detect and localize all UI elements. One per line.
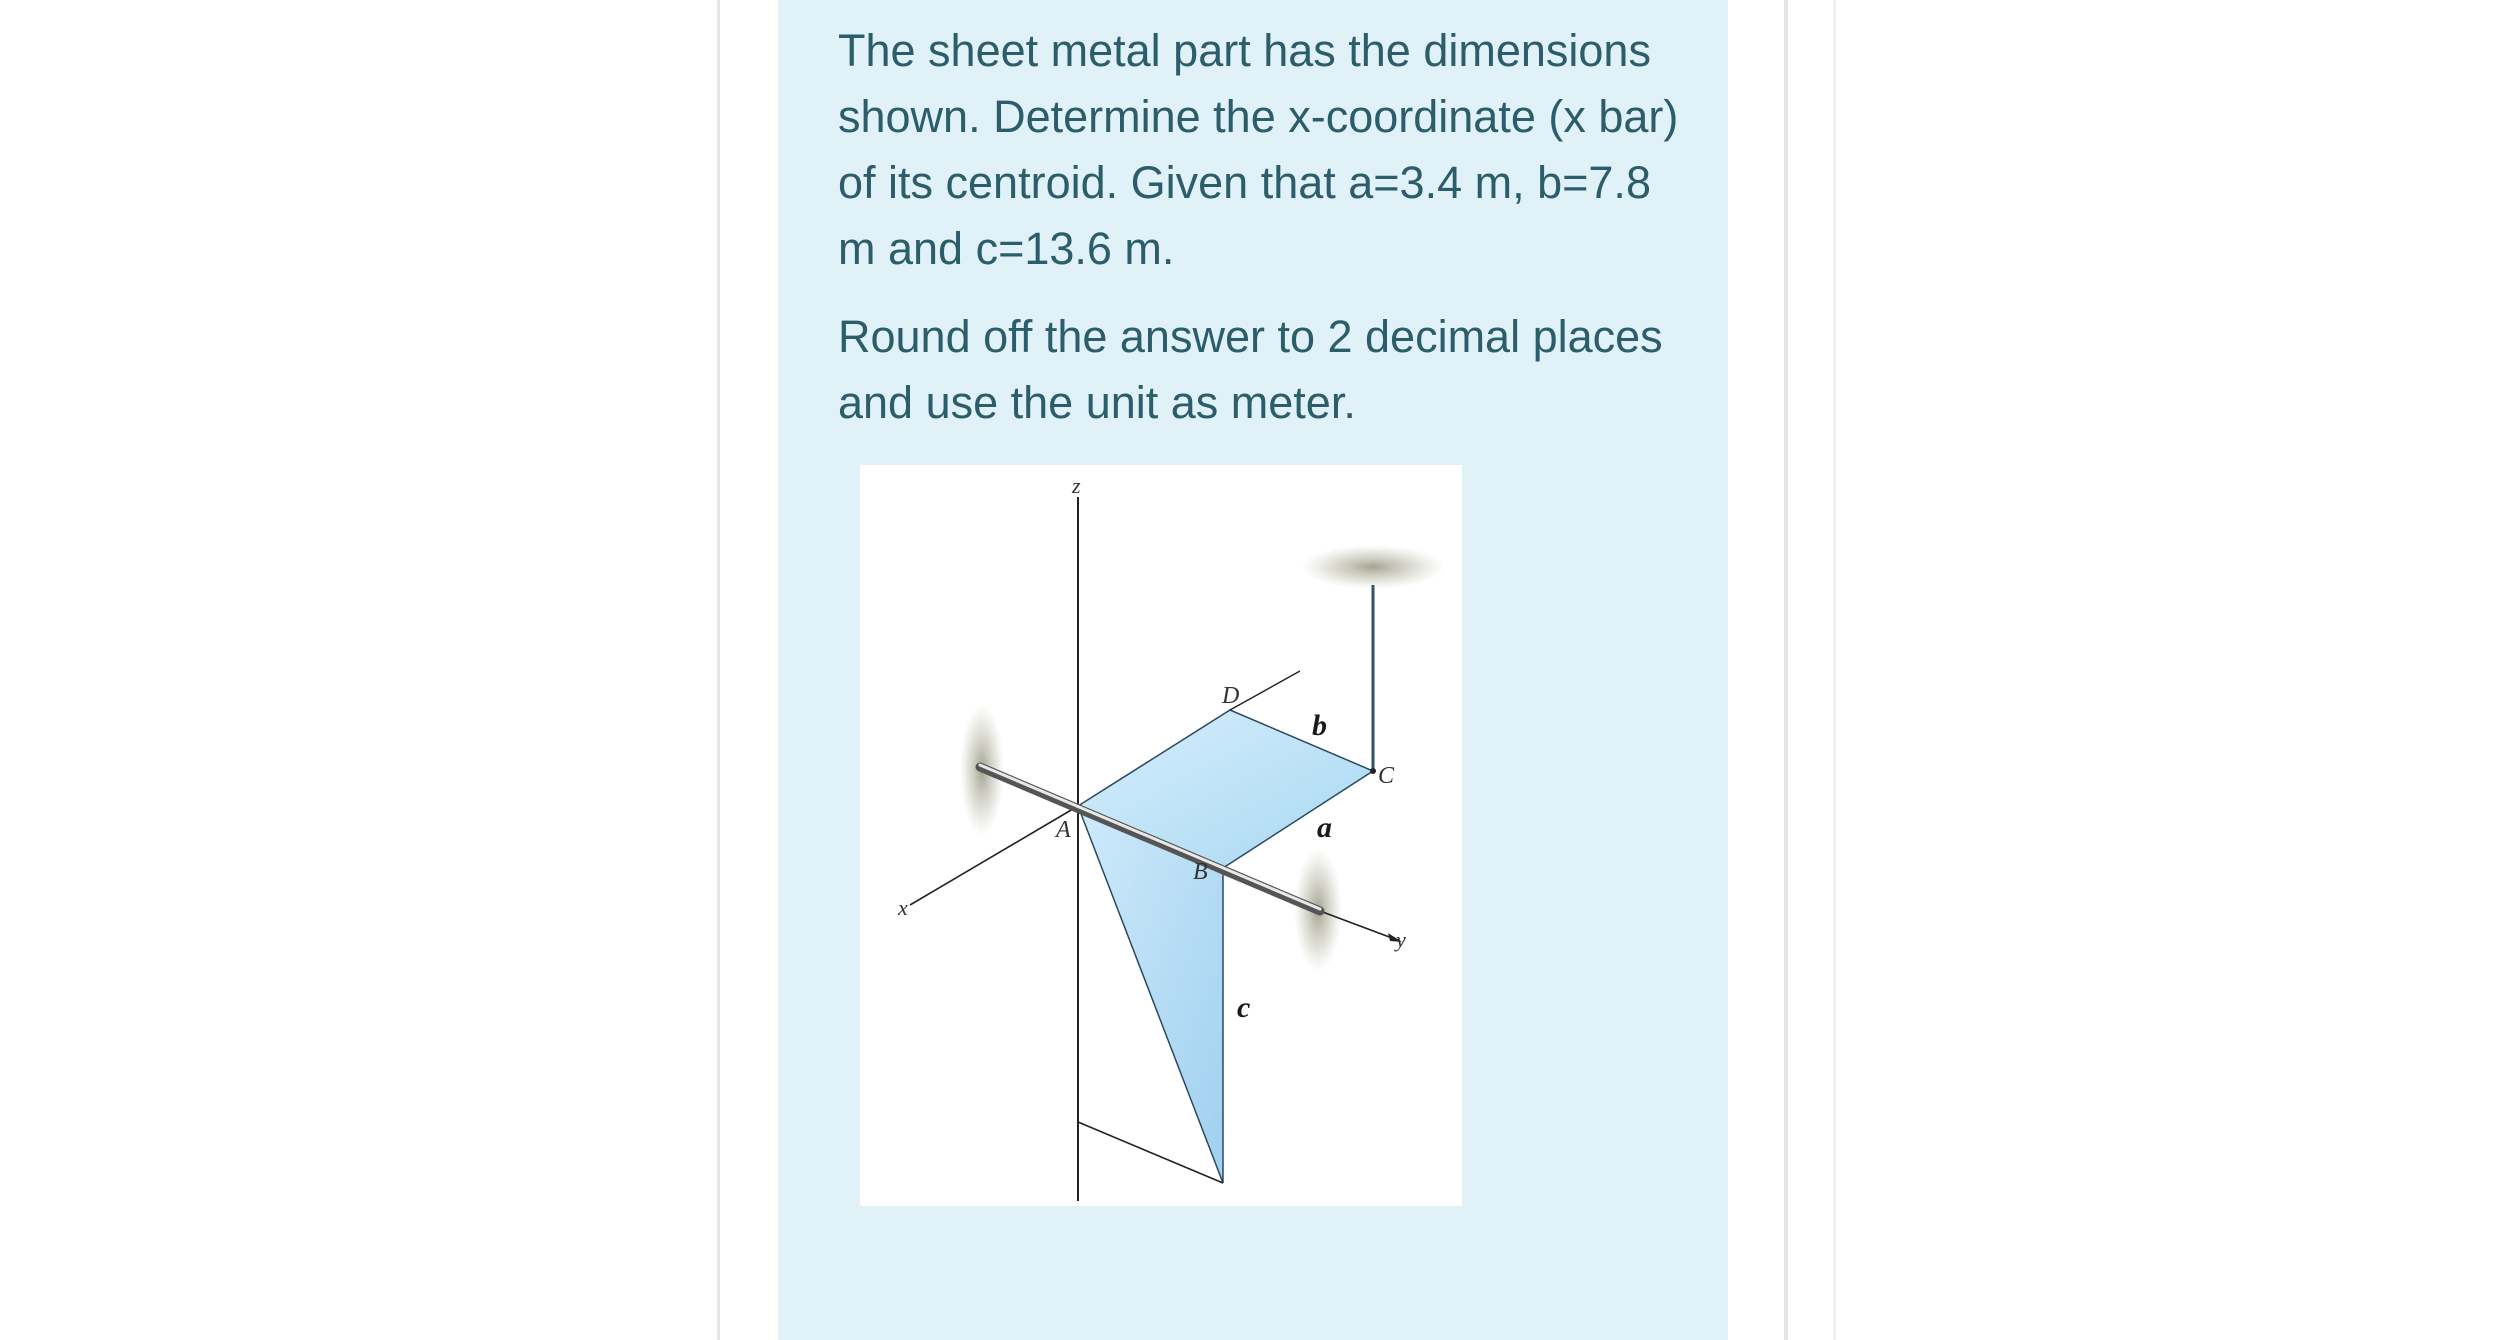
bottom-dimension-line — [1078, 1122, 1223, 1183]
point-c-label: C — [1378, 763, 1395, 789]
point-b-label: B — [1193, 859, 1208, 885]
question-text — [838, 18, 1698, 458]
figure-diagram — [860, 465, 1462, 1206]
question-paragraph: The sheet metal part has the dimensions shown. Determine the x-coordinate (x bar) of its centroid. Given that a=3.4 m, b=7.8 m and c=13.6 m. — [838, 25, 1679, 274]
y-axis-label: y — [1396, 927, 1406, 952]
point-c-marker — [1370, 768, 1376, 774]
point-a-label: A — [1056, 817, 1071, 843]
support-shadow-top — [1301, 545, 1445, 589]
left-divider — [717, 0, 720, 1340]
d-extension-line — [1230, 671, 1300, 710]
right-divider-outer — [1833, 0, 1836, 1340]
dimension-c-label: c — [1237, 991, 1251, 1024]
right-divider — [1784, 0, 1788, 1340]
z-axis-label: z — [1072, 473, 1081, 498]
x-axis-label: x — [898, 895, 908, 920]
instruction-paragraph: Round off the answer to 2 decimal places and use the unit as meter. — [838, 311, 1663, 428]
point-d-label: D — [1222, 683, 1240, 709]
dimension-a-label: a — [1317, 811, 1332, 844]
sheet-metal-figure — [860, 465, 1462, 1206]
dimension-b-label: b — [1312, 709, 1327, 742]
